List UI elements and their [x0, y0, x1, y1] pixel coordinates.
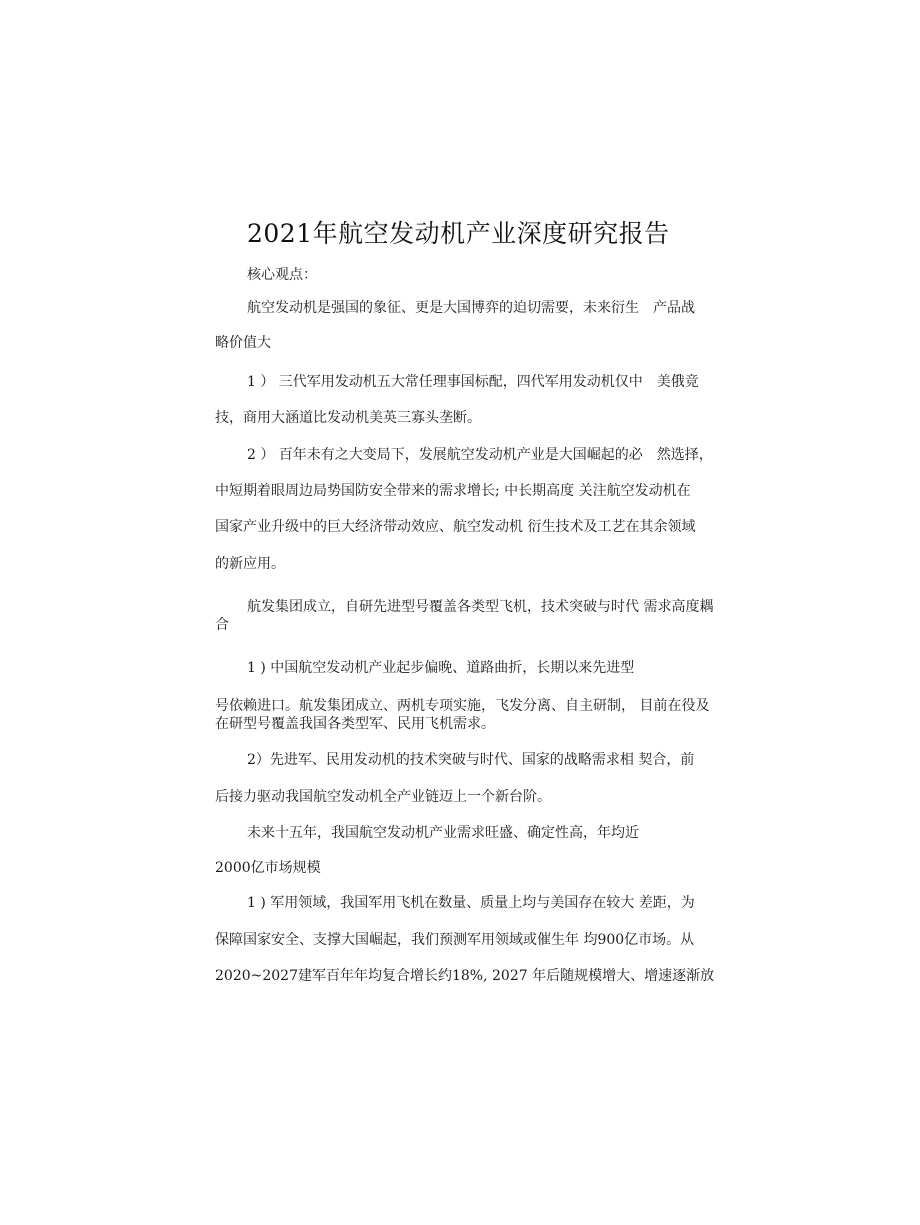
paragraph-6-line-1: 2）先进军、民用发动机的技术突破与时代、国家的战略需求相 契合，前	[247, 752, 695, 768]
paragraph-7-line-1: 未来十五年，我国航空发动机产业需求旺盛、确定性高，年均近	[247, 825, 639, 841]
paragraph-3-line-4: 的新应用。	[215, 556, 285, 572]
paragraph-3-line-2: 中短期着眼周边局势国防安全带来的需求增长; 中长期高度 关注航空发动机在	[215, 483, 691, 499]
paragraph-2-line-2: 技，商用大涵道比发动机美英三寡头垄断。	[215, 410, 481, 426]
paragraph-2-line-1: 1 ） 三代军用发动机五大常任理事国标配，四代军用发动机仅中 美俄竞	[247, 374, 699, 390]
paragraph-1-line-2: 略价值大	[215, 335, 271, 351]
paragraph-7-line-2: 2000亿市场规模	[215, 860, 321, 876]
paragraph-5-body: 号依赖进口。航发集团成立、两机专项实施，飞发分离、自主研制， 目前在役及在研型号覆盖我国各类型军、民用飞机需求。	[215, 698, 710, 732]
paragraph-3-line-1: 2 ） 百年未有之大变局下，发展航空发动机产业是大国崛起的必 然选择，	[247, 447, 713, 463]
paragraph-6-line-2: 后接力驱动我国航空发动机全产业链迈上一个新台阶。	[215, 789, 551, 805]
paragraph-1-line-1: 航空发动机是强国的象征、更是大国博弈的迫切需要，未来衍生 产品战	[247, 300, 695, 316]
paragraph-8-line-3: 2020~2027建军百年年均复合增长约18%, 2027 年后随规模增大、增速逐渐放	[215, 968, 715, 984]
paragraph-3-line-3: 国家产业升级中的巨大经济带动效应、航空发动机 衍生技术及工艺在其余领域	[215, 519, 696, 535]
paragraph-8-line-1: 1 ) 军用领域，我国军用飞机在数量、质量上均与美国存在较大 差距，为	[247, 895, 695, 911]
core-viewpoints-label: 核心观点：	[247, 267, 317, 283]
paragraph-4: 航发集团成立，自研先进型号覆盖各类型飞机，技术突破与时代 需求高度耦合	[215, 599, 714, 633]
paragraph-5-line-1: 1 ) 中国航空发动机产业起步偏晚、道路曲折，长期以来先进型	[247, 660, 635, 676]
paragraph-8-line-2: 保障国家安全、支撑大国崛起，我们预测军用领域或催生年 均900亿市场。从	[215, 932, 695, 948]
page-title: 2021年航空发动机产业深度研究报告	[247, 219, 670, 248]
